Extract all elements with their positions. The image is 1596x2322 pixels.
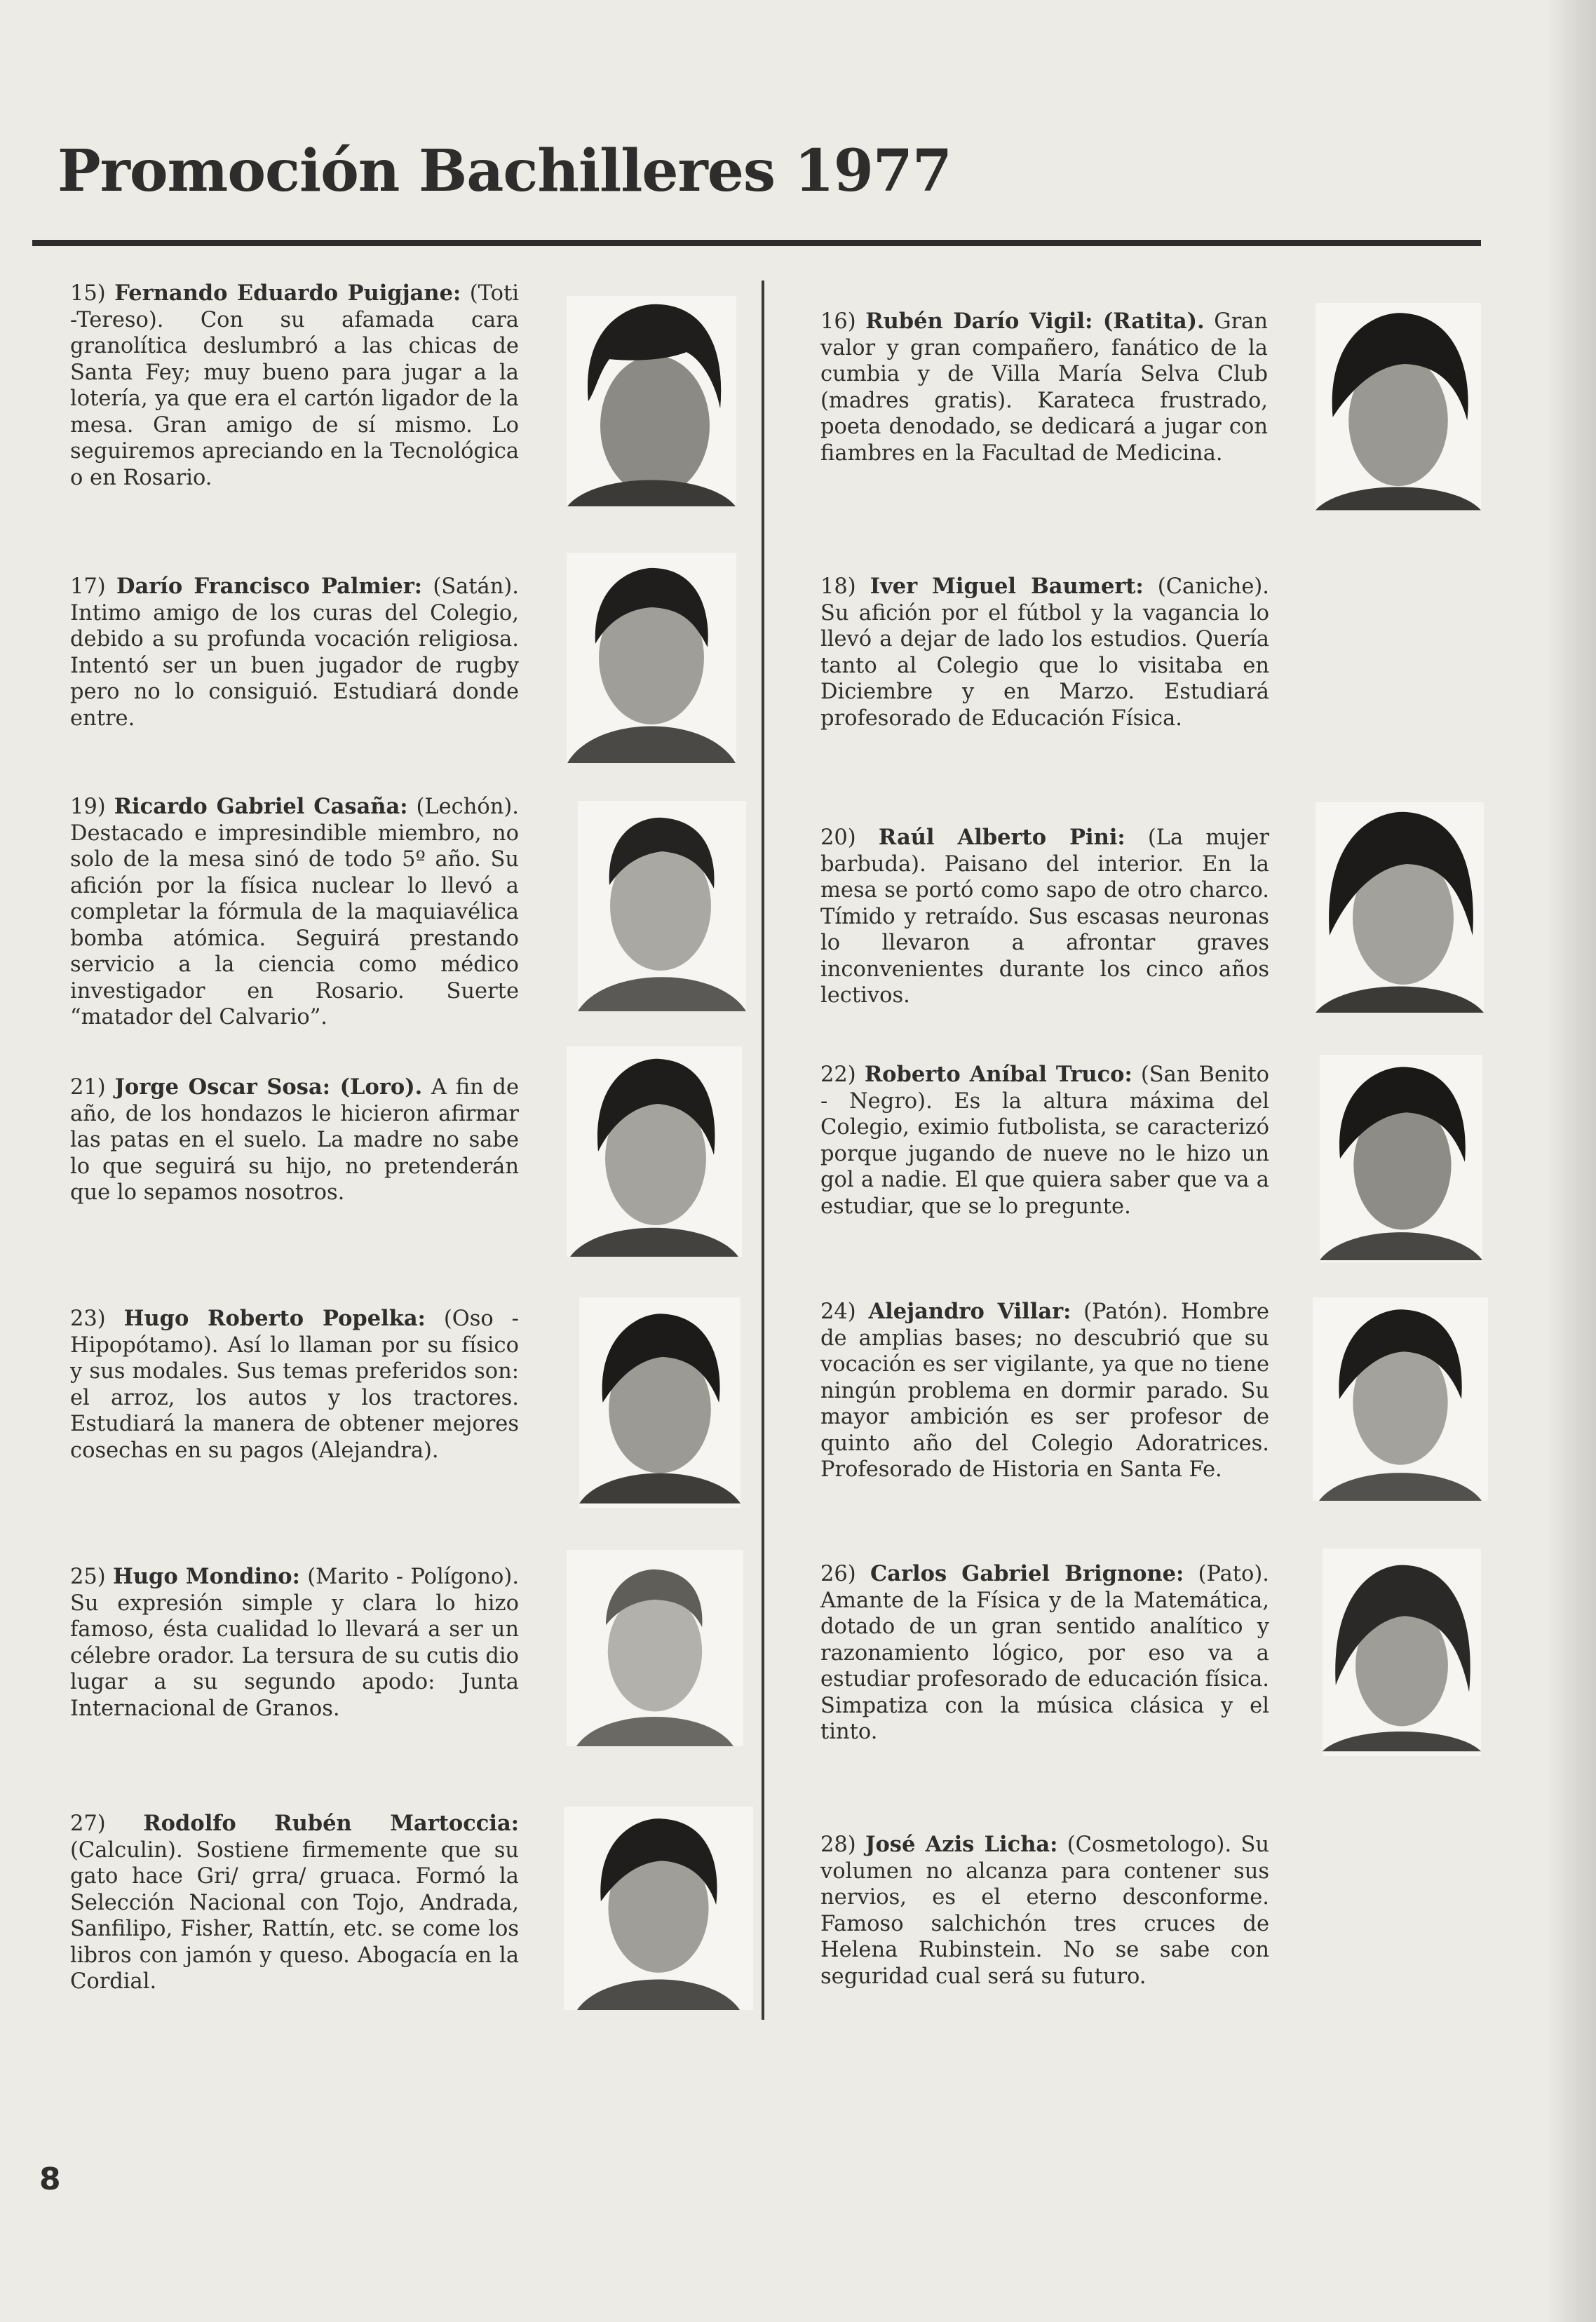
portrait-photo (564, 1807, 753, 2010)
page-number: 8 (39, 2161, 61, 2197)
entry-description: (Toti -Tereso). Con su afamada cara granolítica deslumbró a las chicas de Santa Fey; muy bueno para jugar a la lotería, ya que era el cartón ligador de la mesa. Gran amigo de sí mismo. Lo seguiremos apreciando en la Tecnológica o en Rosario. (70, 281, 520, 490)
entry-name: Roberto Aníbal Truco: (864, 1062, 1132, 1087)
entry-description: (Calculin). Sostiene firmemente que su gato hace Gri/ grra/ gruaca. Formó la Selección Nacional con Tojo, Andrada, Sanfilipo, Fisher, Rattín, etc. se come los libros con jamón y queso. Abogacía en la Cordial. (70, 1837, 519, 1994)
entry-description: A fin de año, de los hondazos le hicieron afirmar las patas en el suelo. La madre no sabe lo que seguirá su hijo, no pretenderán que lo sepamos nosotros. (70, 1075, 519, 1205)
entry-number: 22) (820, 1062, 856, 1087)
entry-name: Rubén Darío Vigil: (Ratita). (865, 309, 1205, 334)
portrait-photo (567, 1046, 742, 1257)
entry-description: (Caniche). Su afición por el fútbol y la vagancia lo llevó a dejar de lado los estudios. Quería tanto al Colegio que lo visitaba en Diciembre y en Marzo. Estudiará profesorado de Educación Física. (820, 574, 1269, 731)
entry-name: Raúl Alberto Pini: (878, 825, 1125, 850)
entry-description: (Satán). Intimo amigo de los curas del Colegio, debido a su profunda vocación religiosa. Intentó ser un buen jugador de rugby pero no lo consiguió. Estudiará donde entre. (70, 574, 519, 731)
title-rule (32, 240, 1481, 246)
column-divider (762, 281, 764, 2020)
portrait-photo (1316, 303, 1481, 511)
entry-name: Hugo Roberto Popelka: (123, 1306, 426, 1331)
entry-description: (Cosmetologo). Su volumen no alcanza para contener sus nervios, es el eterno desconforme. Famoso salchichón tres cruces de Helena Rubinstein. No se sabe con seguridad cual será su futuro. (820, 1832, 1269, 1989)
portrait-photo (1323, 1548, 1481, 1756)
entry-number: 25) (70, 1565, 106, 1589)
entry-number: 16) (820, 309, 856, 334)
portrait-photo (567, 296, 736, 506)
page-title: Promoción Bachilleres 1977 (58, 137, 952, 205)
entry-number: 24) (820, 1300, 856, 1324)
entry-text (70, 1306, 519, 1464)
entry-name: Carlos Gabriel Brignone: (870, 1561, 1184, 1586)
entry-description: (Lechón). Destacado e impresindible miembro, no solo de la mesa sinó de todo 5º año. Su afición por la física nuclear lo llevó a completar la fórmula de la maquiavélica bomba atómica. Seguirá prestando servicio a la ciencia como médico investigador en Rosario. Suerte “matador del Calvario”. (70, 795, 519, 1030)
entry-number: 15) (70, 281, 106, 306)
entry-number: 26) (820, 1562, 856, 1586)
entry-name: Jorge Oscar Sosa: (Loro). (114, 1074, 423, 1100)
entry-number: 19) (70, 795, 106, 819)
page-edge (1547, 0, 1596, 2322)
entry-text (70, 574, 519, 731)
entry-description: (Pato). Amante de la Física y de la Matemática, dotado de un gran sentido analítico y razonamiento lógico, por eso va a estudiar profesorado de educación física. Simpatiza con la música clásica y el tinto. (820, 1562, 1269, 1744)
entry-text (70, 1811, 519, 1995)
entry-text (820, 1299, 1269, 1483)
entry-name: Darío Francisco Palmier: (116, 574, 423, 599)
entry-description: Gran valor y gran compañero, fanático de la cumbia y de Villa María Selva Club (madres gratis). Karateca frustrado, poeta denodado, se dedicará a jugar con fiambres en la Facultad de Medicina. (820, 309, 1268, 466)
entry-text (820, 309, 1268, 466)
entry-name: Iver Miguel Baumert: (870, 574, 1144, 599)
entry-number: 21) (70, 1075, 106, 1100)
entry-number: 18) (820, 574, 856, 599)
entry-number: 23) (70, 1307, 106, 1331)
entry-name: Ricardo Gabriel Casaña: (114, 794, 408, 819)
portrait-photo (1313, 1297, 1488, 1501)
entry-description: (San Benito - Negro). Es la altura máxima del Colegio, eximio futbolista, se caracterizó porque jugando de nueve no le hizo un gol a nadie. El que quiera saber que va a estudiar, que se lo pregunte. (820, 1062, 1270, 1219)
entry-name: José Azis Licha: (865, 1832, 1058, 1857)
entry-number: 20) (820, 825, 856, 850)
entry-text (820, 1062, 1269, 1220)
entry-number: 17) (70, 574, 106, 599)
entry-name: Alejandro Villar: (868, 1299, 1071, 1324)
entry-text (820, 574, 1269, 731)
entry-text (70, 794, 519, 1031)
portrait-photo (1320, 1055, 1482, 1262)
portrait-photo (567, 1550, 743, 1746)
entry-name: Rodolfo Rubén Martoccia: (143, 1811, 519, 1836)
portrait-photo (567, 553, 736, 763)
portrait-photo (1316, 802, 1484, 1013)
entry-text (820, 1561, 1269, 1746)
entry-description: (Patón). Hombre de amplias bases; no descubrió que su vocación es ser vigilante, ya que no tiene ningún problema en dormir parado. Su mayor ambición es ser profesor de quinto año del Colegio Adoratrices. Profesorado de Historia en Santa Fe. (820, 1300, 1269, 1482)
entry-description: (Oso - Hipopótamo). Así lo llaman por su físico y sus modales. Sus temas preferidos son: el arroz, los autos y los tractores. Estudiará la manera de obtener mejores cosechas en su pagos (Alejandra). (70, 1307, 519, 1463)
entry-name: Hugo Mondino: (113, 1564, 300, 1589)
entry-text (820, 825, 1269, 1009)
entry-text (70, 281, 519, 491)
entry-number: 27) (70, 1811, 106, 1836)
entry-text (820, 1832, 1269, 1990)
entry-number: 28) (820, 1832, 856, 1857)
entry-name: Fernando Eduardo Puigjane: (114, 281, 461, 306)
portrait-photo (578, 801, 746, 1011)
entry-description: (La mujer barbuda). Paisano del interior. En la mesa se portó como sapo de otro charco. Tímido y retraído. Sus escasas neuronas lo llevaron a afrontar graves inconvenientes durante los cinco años lectivos. (820, 825, 1269, 1008)
entry-text (70, 1074, 519, 1206)
entry-text (70, 1564, 519, 1722)
portrait-photo (579, 1297, 740, 1508)
entry-description: (Marito - Polígono). Su expresión simple y clara lo hizo famoso, ésta cualidad lo llevará a ser un célebre orador. La tersura de su cutis dio lugar a su segundo apodo: Junta Internacional de Granos. (70, 1565, 520, 1721)
